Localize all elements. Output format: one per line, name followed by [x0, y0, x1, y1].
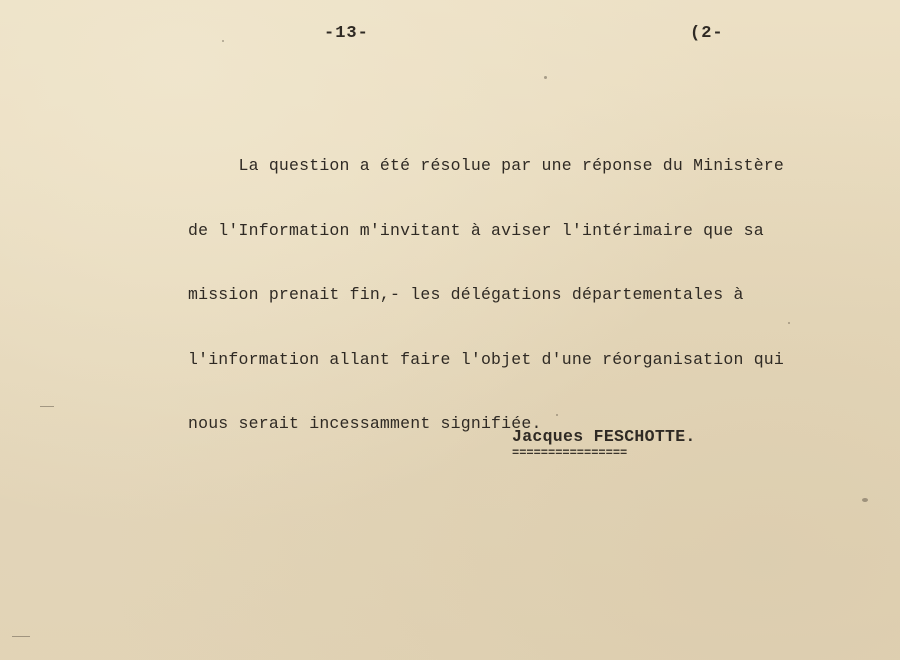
page-reference: (2-: [690, 24, 724, 43]
paper-speck: [544, 76, 547, 79]
paper-speck: [12, 636, 30, 637]
body-line: nous serait incessamment signifiée.: [188, 414, 542, 433]
body-line: mission prenait fin,- les délégations départementales à: [188, 285, 744, 304]
page-number: -13-: [324, 24, 369, 43]
body-line: de l'Information m'invitant à aviser l'intérimaire que sa: [188, 220, 764, 240]
paper-speck: [40, 406, 54, 407]
paper-speck: [862, 498, 868, 502]
signature-name: Jacques FESCHOTTE.: [512, 427, 696, 446]
body-line: l'information allant faire l'objet d'une réorganisation qui: [188, 349, 784, 369]
paper-speck: [222, 40, 224, 42]
body-line: La question a été résolue par une réponse du Ministère: [188, 156, 784, 175]
body-paragraph: [188, 112, 888, 478]
signature-underline: ================: [512, 446, 628, 460]
